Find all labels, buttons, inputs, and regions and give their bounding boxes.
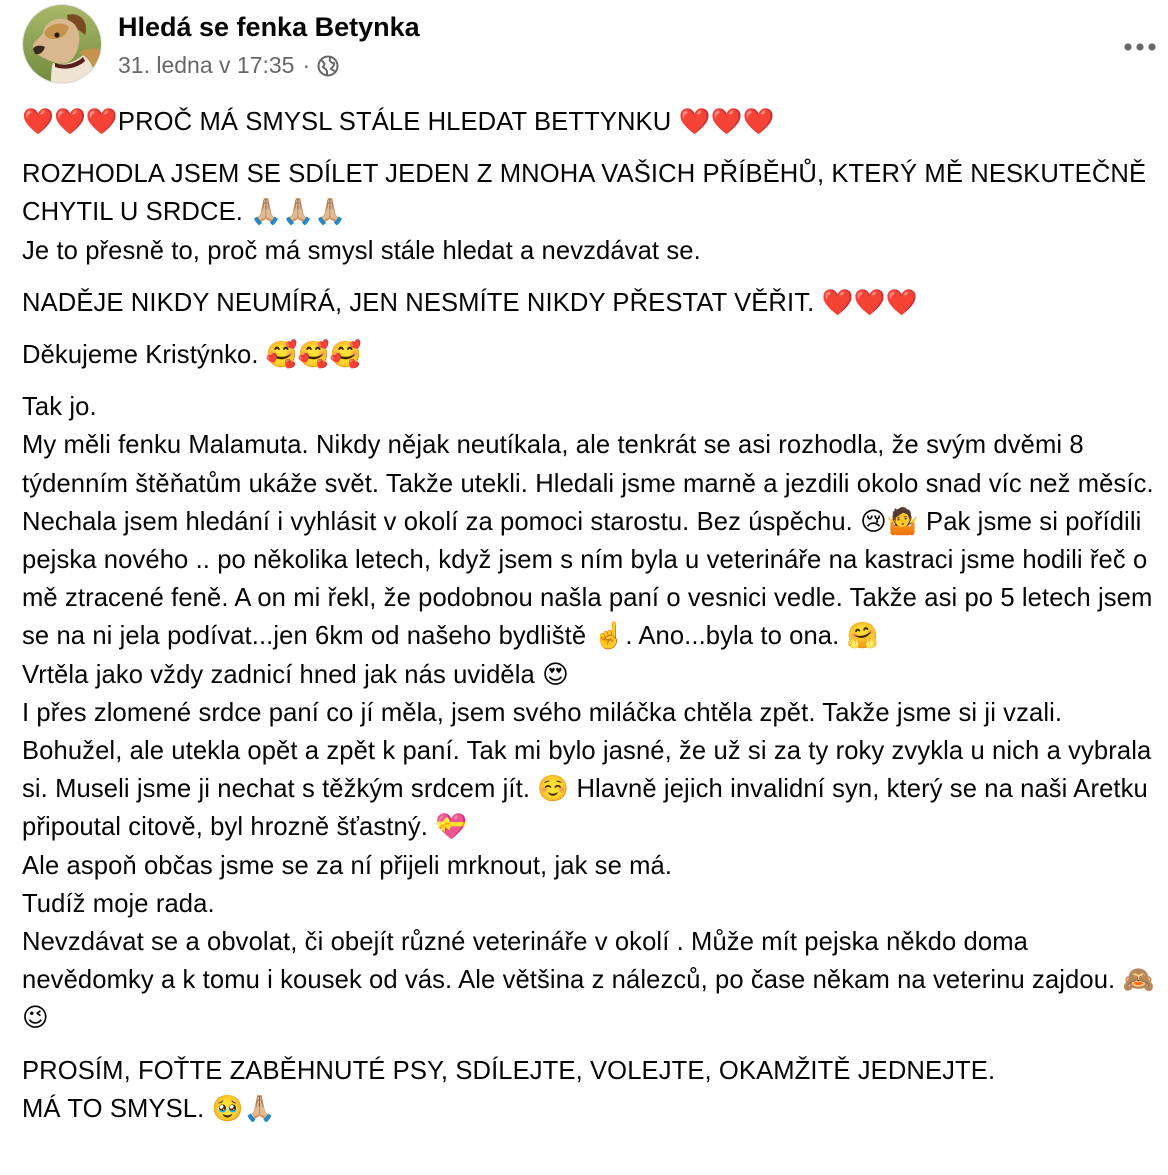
post-header (22, 4, 1152, 90)
post-paragraph: PROSÍM, FOŤTE ZABĚHNUTÉ PSY, SDÍLEJTE, VOLEJTE, OKAMŽITĚ JEDNEJTE. MÁ TO SMYSL. 🥹🙏🏼 (22, 1056, 996, 1123)
meta-separator: · (302, 52, 311, 78)
post-paragraph: ❤️❤️❤️PROČ MÁ SMYSL STÁLE HLEDAT BETTYNKU ❤️❤️❤️ (22, 108, 775, 136)
post-meta (118, 52, 339, 79)
post-text (22, 103, 1162, 1142)
more-options-icon (1123, 42, 1157, 52)
more-options-button[interactable] (1118, 30, 1162, 64)
post-paragraph: ROZHODLA JSEM SE SDÍLET JEDEN Z MNOHA VAŠICH PŘÍBĚHŮ, KTERÝ MĚ NESKUTEČNĚ CHYTIL U SRDCE. 🙏🏼🙏🏼🙏🏼 Je to přesně to, proč má smysl stále hledat a nevzdávat se. (22, 160, 1147, 265)
dog-avatar-icon (23, 5, 102, 84)
post-paragraph: Tak jo. My měli fenku Malamuta. Nikdy nějak neutíkala, ale tenkrát se asi rozhodla, že svým dvěmi 8 týdenním štěňatům ukáže svět. Takže utekli. Hledali jsme marně a jezdili okolo snad víc než měsíc. Nechala jsem hledání i vyhlásit v okolí za pomoci starostu. Bez úspěchu. 😢🤷 Pak jsme si pořídili pejska nového .. po několika letech, když jsem s ním byla u veterináře na kastraci jsme hodili řeč o mě ztracené feně. A on mi řekl, že podobnou našla paní o vesnici vedle. Takže asi po 5 letech jsem se na ni jela podívat...jen 6km od našeho bydliště ☝️. Ano...byla to ona. 🤗 Vrtěla jako vždy zadnicí hned jak nás uviděla 😍 I přes zlomené srdce paní co jí měla, jsem svého miláčka chtěla zpět. Takže jsme si ji vzali. Bohužel, ale utekla opět a zpět k paní. Tak mi bylo jasné, že už si za ty roky zvykla u nich a vybrala si. Museli jsme ji nechat s těžkým srdcem jít. ☺️ Hlavně jejich invalidní syn, který se na naši Aretku připoutal citově, byl hrozně šťastný. 💝 Ale aspoň občas jsme se za ní přijeli mrknout, jak se má. Tudíž moje rada. Nevzdávat se a obvolat, či obejít různé veterináře v okolí . Může mít pejska někdo doma nevědomky a k tomu i kousek od vás. Ale většina z nálezců, po čase někam na veterinu zajdou. 🙈😉 (22, 393, 1155, 1033)
post-paragraph: Děkujeme Kristýnko. 🥰🥰🥰 (22, 341, 362, 370)
globe-icon[interactable] (317, 55, 339, 77)
page-avatar[interactable] (22, 4, 102, 84)
post-timestamp[interactable]: 31. ledna v 17:35 (118, 52, 295, 78)
page-name-link[interactable]: Hledá se fenka Betynka (118, 12, 420, 42)
post-paragraph: NADĚJE NIKDY NEUMÍRÁ, JEN NESMÍTE NIKDY PŘESTAT VĚŘIT. ❤️❤️❤️ (22, 288, 918, 317)
